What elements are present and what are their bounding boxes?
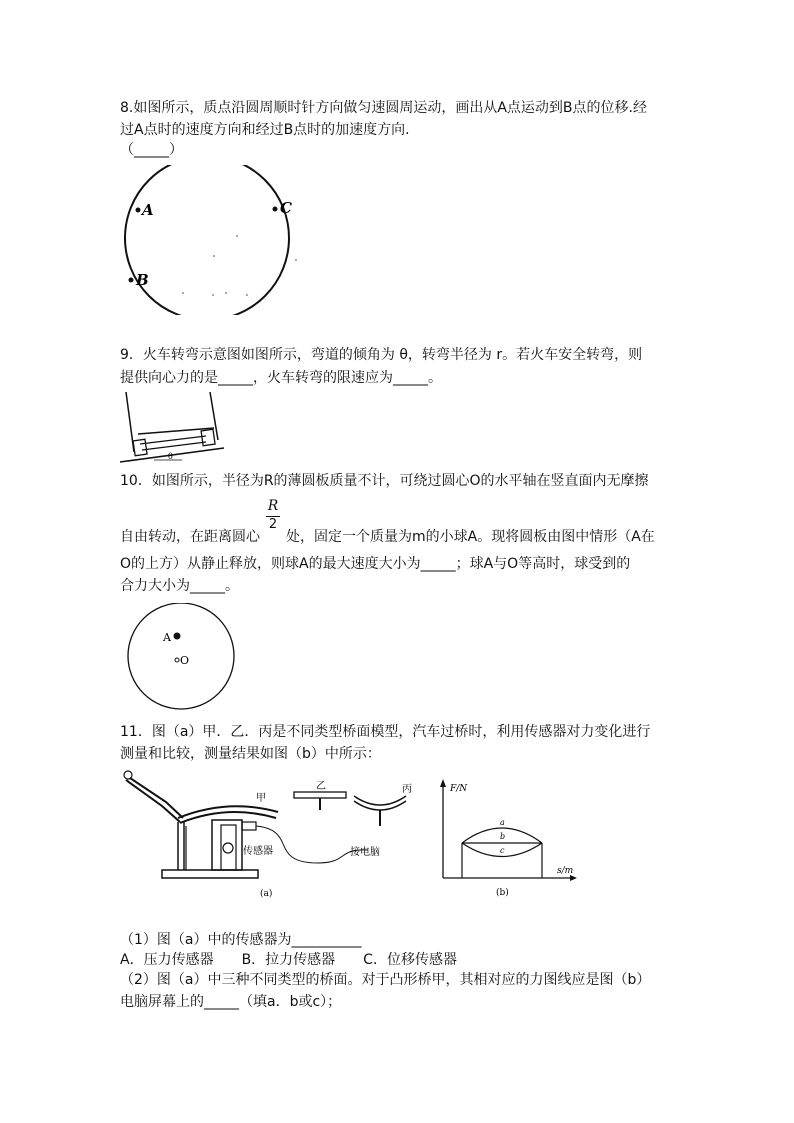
q8-answer-blank: （_____） <box>120 142 183 158</box>
q10-disc-figure <box>120 603 245 713</box>
q11-caption-a: (a) <box>260 889 273 899</box>
q11-text-line1: 11．图（a）甲．乙．丙是不同类型桥面模型，汽车过桥时，利用传感器对力变化进行 <box>120 724 651 740</box>
q11-figure-a <box>118 768 418 903</box>
q11-figure-b <box>430 775 590 903</box>
q11-label-bing: 丙 <box>402 784 412 795</box>
q11-label-computer: 接电脑 <box>350 847 380 858</box>
q8-label-a: A <box>142 201 154 219</box>
q11-xlabel: s/m <box>557 866 574 876</box>
q11-caption-b: (b) <box>496 888 509 898</box>
q10-fraction-num: R <box>267 498 279 514</box>
q9-train-figure <box>118 390 228 466</box>
q8-label-b: B <box>136 271 149 289</box>
q10-text-line2-pre: 自由转动，在距离圆心 <box>120 529 260 545</box>
q10-label-a: A <box>163 631 171 644</box>
q8-text-line1: 8.如图所示，质点沿圆周顺时针方向做匀速圆周运动，画出从A点运动到B点的位移.经 <box>120 100 647 116</box>
q11-text-line2: 测量和比较，测量结果如图（b）中所示： <box>120 746 381 762</box>
q11-label-yi: 乙 <box>316 781 326 792</box>
q11-options: A．压力传感器 B．拉力传感器 C．位移传感器 <box>120 952 457 968</box>
q11-curve-b-label: b <box>500 832 506 841</box>
q8-point-c <box>273 207 278 212</box>
q8-point-a <box>136 208 141 213</box>
q10-text-line2-post: 处，固定一个质量为m的小球A。现将圆板由图中情形（A在 <box>286 529 655 545</box>
q8-point-b <box>129 278 134 283</box>
q11-sub2-line1: （2）图（a）中三种不同类型的桥面。对于凸形桥甲，其相对应的力图线应是图（b） <box>120 972 651 988</box>
q11-curve-a-label: a <box>500 818 505 827</box>
q11-label-sensor: 传感器 <box>243 846 273 857</box>
q8-circle <box>125 165 289 315</box>
q11-curve-c-label: c <box>500 846 505 855</box>
q8-label-c: C <box>280 199 292 217</box>
q10-text-line3: O的上方）从静止释放，则球A的最大速度大小为_____；球A与O等高时，球受到的 <box>120 556 631 572</box>
q8-text-line2: 过A点时的速度方向和经过B点时的加速度方向. <box>120 122 410 138</box>
q9-text-line1: 9．火车转弯示意图如图所示，弯道的倾角为 θ，转弯半径为 r。若火车安全转弯，则 <box>120 347 643 363</box>
q11-sub1: （1）图（a）中的传感器为__________ <box>120 932 362 948</box>
q8-circle-figure <box>118 165 308 315</box>
q10-text-line1: 10．如图所示，半径为R的薄圆板质量不计，可绕过圆心O的水平轴在竖直面内无摩擦 <box>120 473 649 489</box>
q10-fraction <box>266 498 280 533</box>
q10-center-o <box>175 658 179 662</box>
q9-angle-label: θ <box>168 452 173 461</box>
q9-text-line2: 提供向心力的是_____，火车转弯的限速应为_____。 <box>120 370 442 386</box>
q10-fraction-den: 2 <box>266 516 280 533</box>
q10-ball-a <box>174 633 181 640</box>
q10-label-o: O <box>180 654 190 667</box>
q11-label-jia: 甲 <box>256 793 266 804</box>
q11-sub2-line2: 电脑屏幕上的_____（填a．b或c）； <box>120 994 342 1010</box>
q10-text-line4: 合力大小为_____。 <box>120 578 239 594</box>
q11-ylabel: F/N <box>450 784 468 794</box>
